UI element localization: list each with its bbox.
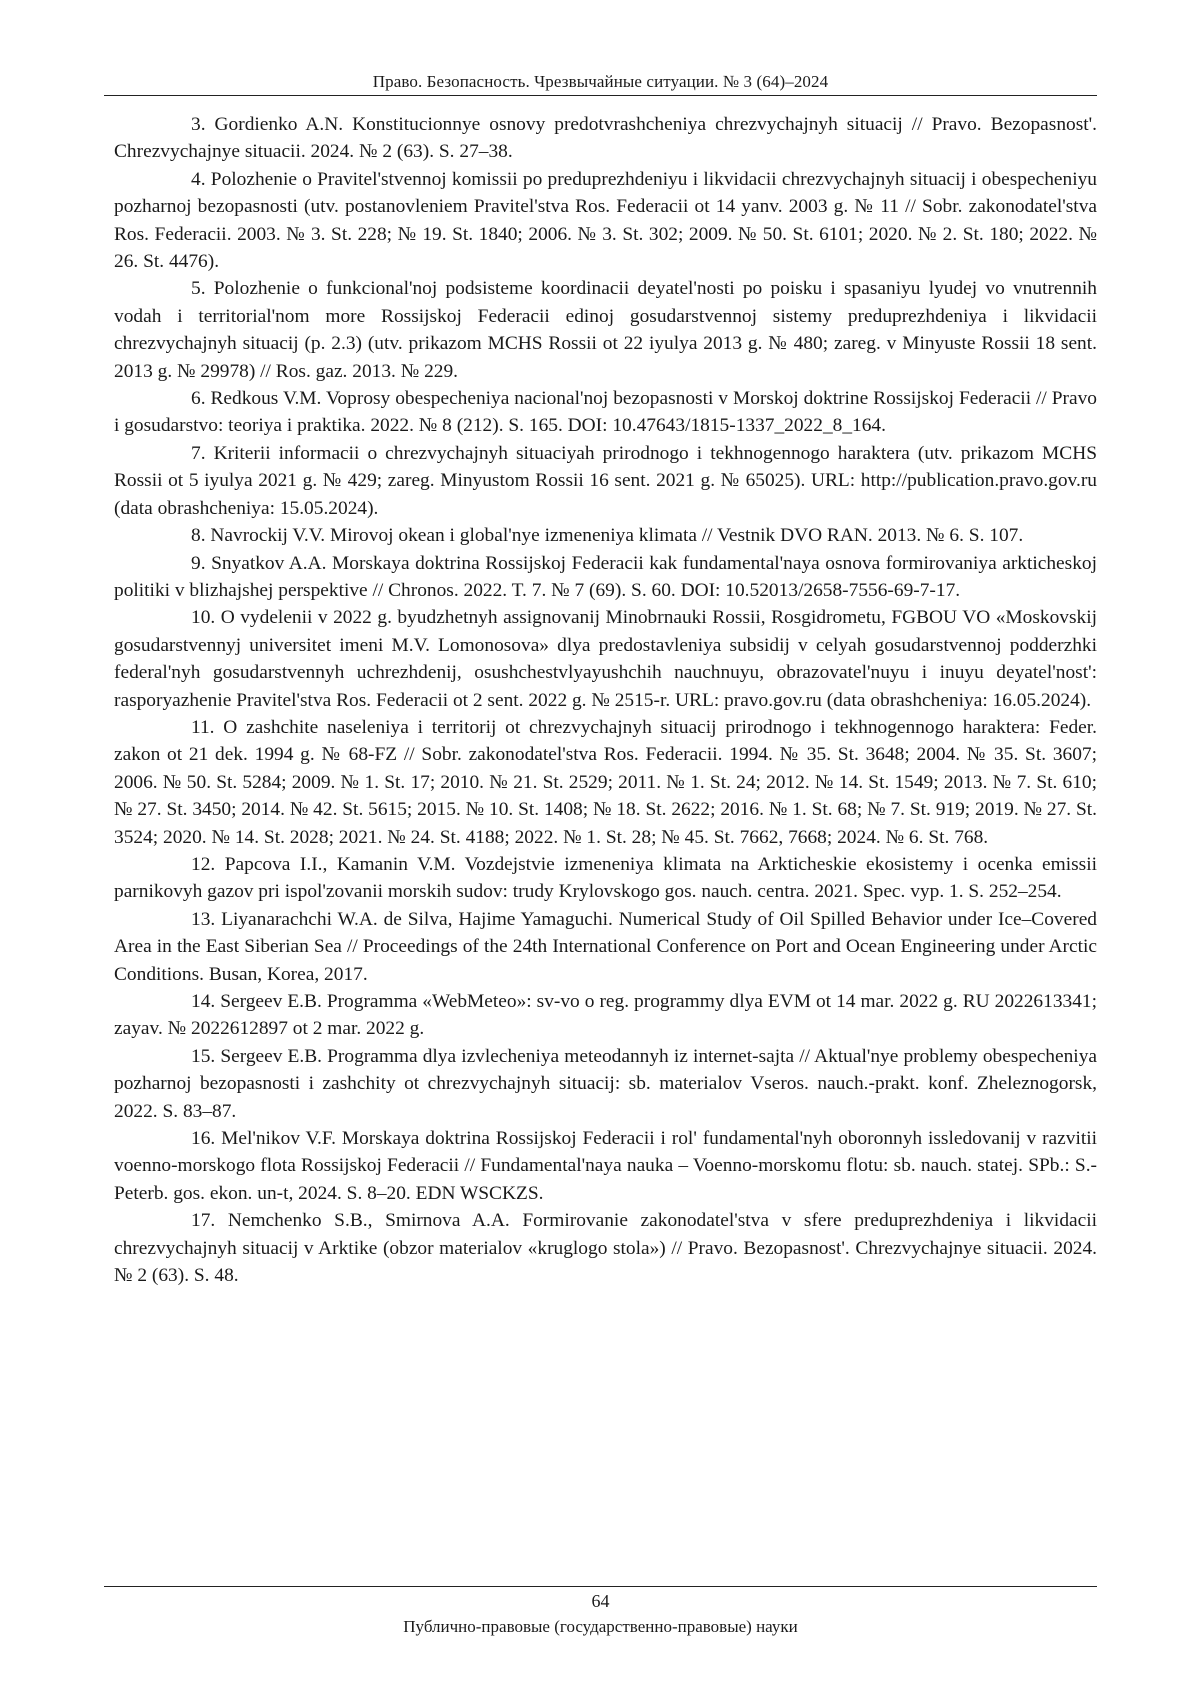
reference-list: [114, 111, 1097, 1289]
reference-item-15: 15. Sergeev E.B. Programma dlya izvlecheniya meteodannyh iz internet-sajta // Aktual'nye problemy obespecheniya pozharnoj bezopasnosti i zashchity ot chrezvychajnyh situacij: sb. materialov Vseros. nauch.-prakt. konf. Zheleznogorsk, 2022. S. 83–87.: [114, 1045, 1097, 1122]
reference-item-7: 7. Kriterii informacii o chrezvychajnyh situaciyah prirodnogo i tekhnogennogo haraktera (utv. prikazom MCHS Rossii ot 5 iyulya 2021 g. № 429; zareg. Minyustom Rossii 16 sent. 2021 g. № 65025). URL: http://publication.pravo.gov.ru (data obrashcheniya: 15.05.2024).: [114, 442, 1097, 519]
reference-item-6: 6. Redkous V.M. Voprosy obespecheniya nacional'noj bezopasnosti v Morskoj doktrine Rossijskoj Federacii // Pravo i gosudarstvo: teoriya i praktika. 2022. № 8 (212). S. 165. DOI: 10.47643/1815-1337_2022_8_164.: [114, 388, 1097, 437]
running-header: Право. Безопасность. Чрезвычайные ситуации. № 3 (64)–2024: [372, 72, 829, 91]
reference-item-12: 12. Papcova I.I., Kamanin V.M. Vozdejstvie izmeneniya klimata na Arkticheskie ekosistemy i ocenka emissii parnikovyh gazov pri ispol'zovanii morskih sudov: trudy Krylovskogo gos. nauch. centra. 2021. Spec. vyp. 1. S. 252–254.: [114, 853, 1097, 903]
reference-item-3: 3. Gordienko A.N. Konstitucionnye osnovy predotvrashcheniya chrezvychajnyh situacij // Pravo. Bezopasnost'. Chrezvychajnye situacii. 2024. № 2 (63). S. 27–38.: [114, 114, 1097, 163]
reference-item-8: 8. Navrockij V.V. Mirovoj okean i global'nye izmeneniya klimata // Vestnik DVO RAN. 2013. № 6. S. 107.: [191, 525, 1024, 547]
footer-divider: [104, 1586, 1097, 1587]
page-number: 64: [591, 1591, 610, 1611]
reference-item-5: 5. Polozhenie o funkcional'noj podsisteme koordinacii deyatel'nosti po poisku i spasaniyu lyudej vo vnutrennih vodah i territorial'nom more Rossijskoj Federacii edinoj gosudarstvennoj sistemy preduprezhdeniya i likvidacii chrezvychajnyh situacij (p. 2.3) (utv. prikazom MCHS Rossii ot 22 iyulya 2013 g. № 480; zareg. v Minyuste Rossii 18 sent. 2013 g. № 29978) // Ros. gaz. 2013. № 229.: [114, 278, 1097, 382]
reference-item-16: 16. Mel'nikov V.F. Morskaya doktrina Rossijskoj Federacii i rol' fundamental'nyh oboronnyh issledovanij v razvitii voenno-morskogo flota Rossijskoj Federacii // Fundamental'naya nauka – Voenno-morskomu flotu: sb. nauch. statej. SPb.: S.-Peterb. gos. ekon. un-t, 2024. S. 8–20. EDN WSCKZS.: [114, 1128, 1097, 1204]
reference-item-9: 9. Snyatkov A.A. Morskaya doktrina Rossijskoj Federacii kak fundamental'naya osnova formirovaniya arkticheskoj politiki v blizhajshej perspektive // Chronos. 2022. T. 7. № 7 (69). S. 60. DOI: 10.52013/2658-7556-69-7-17.: [114, 552, 1097, 601]
reference-item-13: 13. Liyanarachchi W.A. de Silva, Hajime Yamaguchi. Numerical Study of Oil Spilled Behavior under Ice–Covered Area in the East Siberian Sea // Proceedings of the 24th International Conference on Port and Ocean Engineering under Arctic Conditions. Busan, Korea, 2017.: [114, 908, 1097, 985]
reference-item-14: 14. Sergeev E.B. Programma «WebMeteo»: sv-vo o reg. programmy dlya EVM ot 14 mar. 2022 g. RU 2022613341; zayav. № 2022612897 ot 2 mar. 2022 g.: [114, 991, 1097, 1040]
reference-item-4: 4. Polozhenie o Pravitel'stvennoj komissii po preduprezhdeniyu i likvidacii chrezvychajnyh situacij i obespecheniyu pozharnoj bezopasnosti (utv. postanovleniem Pravitel'stva Ros. Federacii ot 14 yanv. 2003 g. № 11 // Sobr. zakonodatel'stva Ros. Federacii. 2003. № 3. St. 228; № 19. St. 1840; 2006. № 3. St. 302; 2009. № 50. St. 6101; 2020. № 2. St. 180; 2022. № 26. St. 4476).: [114, 168, 1097, 273]
reference-item-10: 10. O vydelenii v 2022 g. byudzhetnyh assignovanij Minobrnauki Rossii, Rosgidrometu, FGBOU VO «Moskovskij gosudarstvennyj universitet imeni M.V. Lomonosova» dlya predostavleniya subsidij v celyah gosudarstvennoj podderzhki federal'nyh gosudarstvennyh uchrezhdenij, osushchestvlyayushchih nauchnuyu, obrazovatel'nuyu i inuyu deyatel'nost': rasporyazhenie Pravitel'stva Ros. Federacii ot 2 sent. 2022 g. № 2515-r. URL: pravo.gov.ru (data obrashcheniya: 16.05.2024).: [114, 607, 1097, 711]
reference-item-17: 17. Nemchenko S.B., Smirnova A.A. Formirovanie zakonodatel'stva v sfere preduprezhdeniya i likvidacii chrezvychajnyh situacij v Arktike (obzor materialov «kruglogo stola») // Pravo. Bezopasnost'. Chrezvychajnye situacii. 2024. № 2 (63). S. 48.: [114, 1210, 1097, 1287]
running-footer: Публично-правовые (государственно-правовые) науки: [403, 1617, 798, 1636]
header-divider: [104, 95, 1097, 96]
reference-item-11: 11. O zashchite naseleniya i territorij ot chrezvychajnyh situacij prirodnogo i tekhnogennogo haraktera: Feder. zakon ot 21 dek. 1994 g. № 68-FZ // Sobr. zakonodatel'stva Ros. Federacii. 1994. № 35. St. 3648; 2004. № 35. St. 3607; 2006. № 50. St. 5284; 2009. № 1. St. 17; 2010. № 21. St. 2529; 2011. № 1. St. 24; 2012. № 14. St. 1549; 2013. № 7. St. 610; № 27. St. 3450; 2014. № 42. St. 5615; 2015. № 10. St. 1408; № 18. St. 2622; 2016. № 1. St. 68; № 7. St. 919; 2019. № 27. St. 3524; 2020. № 14. St. 2028; 2021. № 24. St. 4188; 2022. № 1. St. 28; № 45. St. 7662, 7668; 2024. № 6. St. 768.: [114, 716, 1097, 848]
